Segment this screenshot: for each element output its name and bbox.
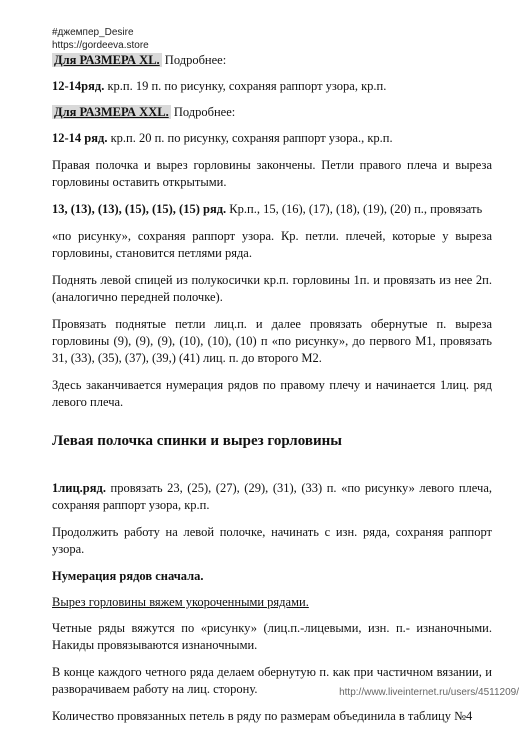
row1-label: 1лиц.ряд. xyxy=(52,481,106,495)
table-paragraph: Количество провязанных петель в ряду по размерам объединила в таблицу №4 xyxy=(52,709,473,723)
short-rows-text: Вырез горловины вяжем укороченными рядами. xyxy=(52,595,309,609)
watermark-url: http://www.liveinternet.ru/users/4511209/ xyxy=(339,687,519,698)
knit-paragraph: Провязать поднятые петли лиц.п. и далее провязать обернутые п. выреза горловины (9), (9), (9), (10), (10), (10) п «по рисунку», до первого М1, провязать 31, (33), (35), (37), (39,) (41) лиц. п. до второго М2. xyxy=(52,317,492,365)
even-rows-paragraph: Четные ряды вяжутся по «рисунку» (лиц.п.-лицевыми, изн. п.- изнаночными. Накиды провязываются изнаночными. xyxy=(52,621,492,652)
xl-rows-text: кр.п. 19 п. по рисунку, сохраняя раппорт узора, кр.п. xyxy=(104,79,387,93)
turn-paragraph: В конце каждого четного ряда делаем обернутую п. как при частичном вязании, и разворачиваем работу на лиц. сторону. xyxy=(52,665,492,696)
short-rows-paragraph xyxy=(52,594,492,611)
xxl-more-text: Подробнее: xyxy=(170,105,236,119)
hashtag-label: #джемпер_Desire xyxy=(52,27,134,38)
end-paragraph: Здесь заканчивается нумерация рядов по правому плечу и начинается 1лиц. ряд левого плеча. xyxy=(52,378,492,409)
finished-paragraph: Правая полочка и вырез горловины закончены. Петли правого плеча и выреза горловины оставить открытыми. xyxy=(52,158,492,189)
xl-size-label: Для РАЗМЕРА XL. xyxy=(54,53,160,67)
row13-label: 13, (13), (13), (15), (15), (15) ряд. xyxy=(52,202,227,216)
xxl-rows-text: кр.п. 20 п. по рисунку, сохраняя раппорт узора., кр.п. xyxy=(107,131,393,145)
xl-size-heading xyxy=(52,52,492,69)
row13-paragraph xyxy=(52,201,492,218)
pattern-paragraph: «по рисунку», сохраняя раппорт узора. Кр. петли. плечей, которые у выреза горловины, становится петлями ряда. xyxy=(52,229,492,260)
site-url: https://gordeeva.store xyxy=(52,40,149,51)
numbering-label: Нумерация рядов сначала. xyxy=(52,569,204,583)
source-header xyxy=(52,26,149,52)
document-body xyxy=(52,52,492,735)
row1-paragraph xyxy=(52,480,492,514)
section-title: Левая полочка спинки и вырез горловины xyxy=(52,433,342,449)
xxl-size-heading xyxy=(52,104,492,121)
lift-paragraph: Поднять левой спицей из полукосички кр.п. горловины 1п. и провязать из нее 2п. (аналогично передней полочке). xyxy=(52,273,492,304)
xxl-rows-paragraph xyxy=(52,130,492,147)
xl-rows-paragraph xyxy=(52,78,492,95)
numbering-paragraph xyxy=(52,568,492,585)
row1-text: провязать 23, (25), (27), (29), (31), (33) п. «по рисунку» левого плеча, сохраняя раппорт узора, кр.п. xyxy=(52,481,492,512)
row13-text: Кр.п., 15, (16), (17), (18), (19), (20) п., провязать xyxy=(226,202,483,216)
xl-more-text: Подробнее: xyxy=(161,53,227,67)
continue-paragraph: Продолжить работу на левой полочке, начинать с изн. ряда, сохраняя раппорт узора. xyxy=(52,525,492,556)
xl-rows-label: 12-14ряд. xyxy=(52,79,105,93)
xxl-size-label: Для РАЗМЕРА XXL. xyxy=(54,105,169,119)
xxl-rows-label: 12-14 ряд. xyxy=(52,131,108,145)
